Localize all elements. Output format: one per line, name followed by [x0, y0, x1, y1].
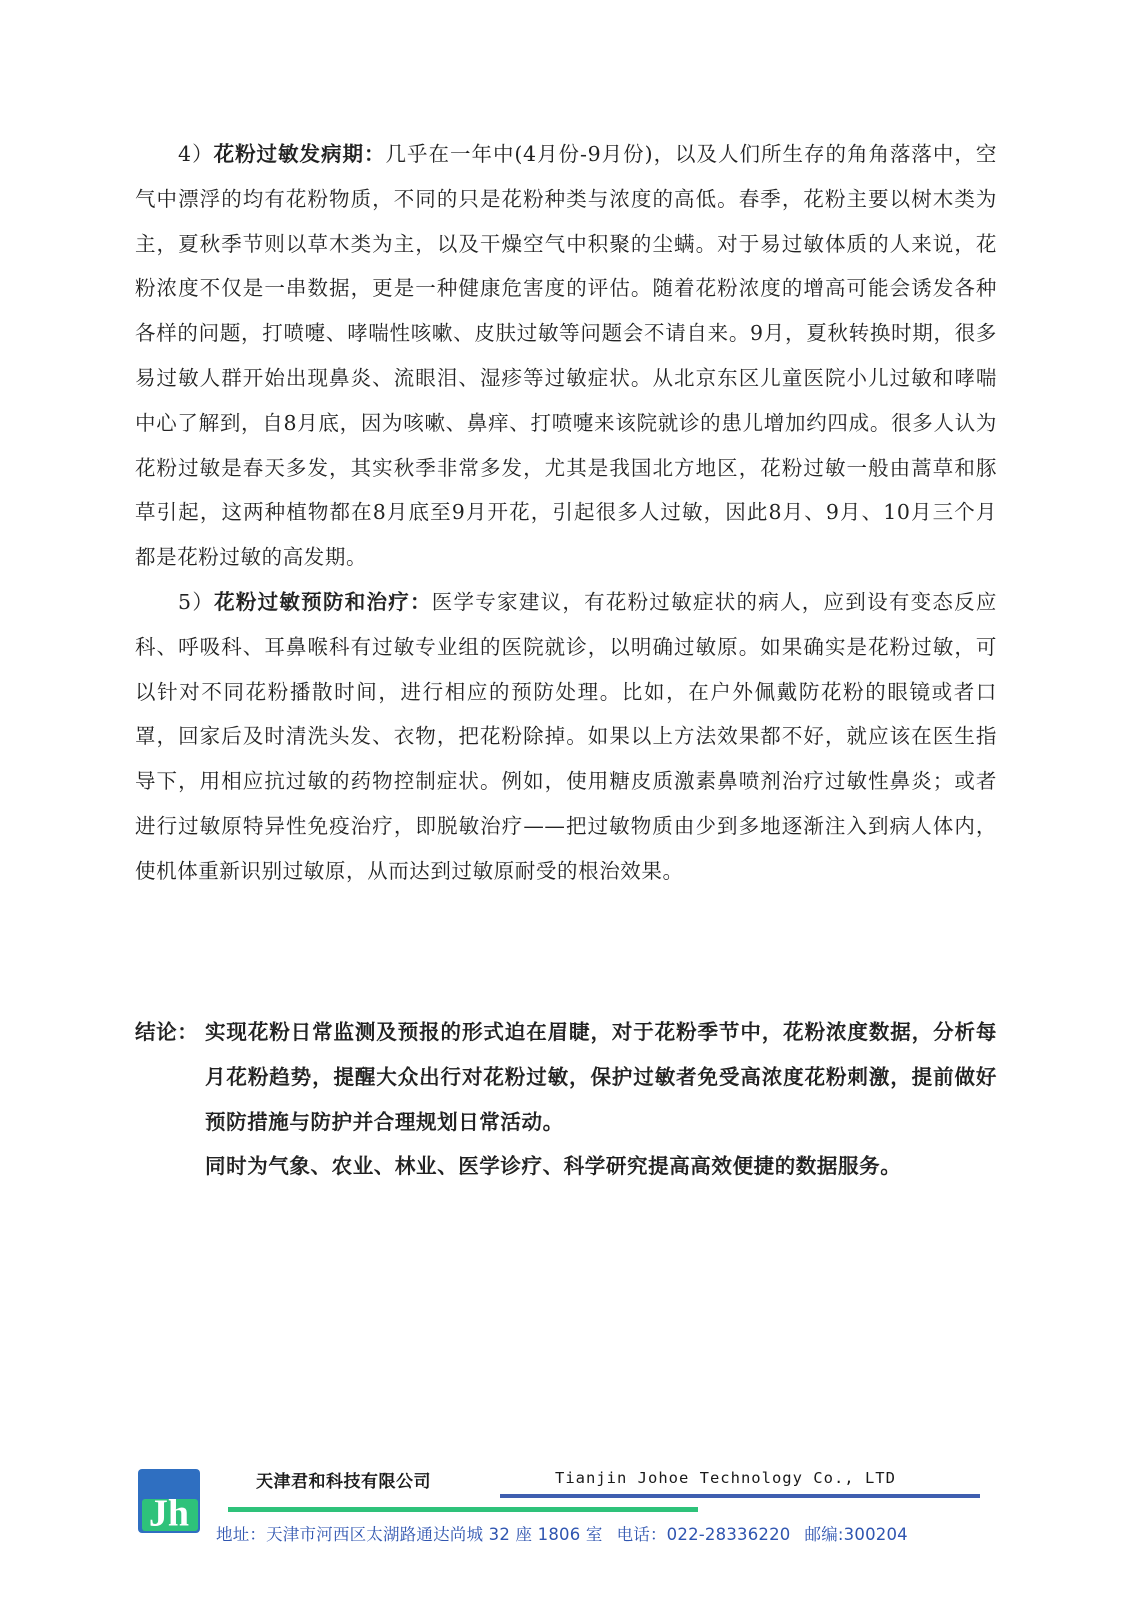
section-number: 5）: [178, 589, 215, 614]
conclusion-row: [135, 1010, 997, 1144]
contact-line: [216, 1521, 922, 1545]
footer-divider-green: [228, 1507, 698, 1512]
conclusion-text: 实现花粉日常监测及预报的形式迫在眉睫，对于花粉季节中，花粉浓度数据，分析每月花粉趋势，提醒大众出行对花粉过敏，保护过敏者免受高浓度花粉刺激，提前做好预防措施与防护并合理规划日常活动。: [205, 1020, 997, 1134]
page-footer: [0, 1455, 1130, 1565]
section-heading: 花粉过敏发病期：: [213, 142, 386, 166]
section-text: 医学专家建议，有花粉过敏症状的病人，应到设有变态反应科、呼吸科、耳鼻喉科有过敏专业组的医院就诊，以明确过敏原。如果确实是花粉过敏，可以针对不同花粉播散时间，进行相应的预防处理。比如，在户外佩戴防花粉的眼镜或者口罩，回家后及时清洗头发、衣物，把花粉除掉。如果以上方法效果都不好，就应该在医生指导下，用相应抗过敏的药物控制症状。例如，使用糖皮质激素鼻喷剂治疗过敏性鼻炎；或者进行过敏原特异性免疫治疗，即脱敏治疗——把过敏物质由少到多地逐渐注入到病人体内，使机体重新识别过敏原，从而达到过敏原耐受的根治效果。: [135, 589, 997, 883]
company-name-cn: 天津君和科技有限公司: [256, 1472, 431, 1492]
conclusion-extra: 同时为气象、农业、林业、医学诊疗、科学研究提高高效便捷的数据服务。: [205, 1154, 902, 1179]
footer-divider-blue: [500, 1494, 980, 1498]
company-logo-icon: [138, 1469, 200, 1533]
conclusion-label: 结论：: [135, 1020, 199, 1044]
body-text: [135, 132, 997, 894]
section-number: 4）: [178, 142, 214, 166]
company-name-en: Tianjin Johoe Technology Co., LTD: [555, 1469, 896, 1487]
conclusion-block: [135, 1010, 997, 1189]
company-address: 地址：天津市河西区太湖路通达尚城 32 座 1806 室: [216, 1525, 603, 1544]
logo-letters: Jh: [148, 1492, 190, 1533]
conclusion-content: [205, 1010, 997, 1144]
section-text: 几乎在一年中(4月份-9月份)，以及人们所生存的角角落落中，空气中漂浮的均有花粉物质，不同的只是花粉种类与浓度的高低。春季，花粉主要以树木类为主，夏秋季节则以草木类为主，以及干燥空气中积聚的尘螨。对于易过敏体质的人来说，花粉浓度不仅是一串数据，更是一种健康危害度的评估。随着花粉浓度的增高可能会诱发各种各样的问题，打喷嚏、哮喘性咳嗽、皮肤过敏等问题会不请自来。9月，夏秋转换时期，很多易过敏人群开始出现鼻炎、流眼泪、湿疹等过敏症状。从北京东区儿童医院小儿过敏和哮喘中心了解到，自8月底，因为咳嗽、鼻痒、打喷嚏来该院就诊的患儿增加约四成。很多人认为花粉过敏是春天多发，其实秋季非常多发，尤其是我国北方地区，花粉过敏一般由蒿草和豚草引起，这两种植物都在8月底至9月开花，引起很多人过敏，因此8月、9月、10月三个月都是花粉过敏的高发期。: [135, 142, 997, 570]
paragraph-pollen-season: [135, 132, 997, 580]
company-phone: 电话：022-28336220: [616, 1525, 791, 1544]
paragraph-prevention-treatment: [135, 580, 997, 894]
company-postcode: 邮编:300204: [804, 1525, 908, 1544]
section-heading: 花粉过敏预防和治疗：: [214, 589, 432, 614]
